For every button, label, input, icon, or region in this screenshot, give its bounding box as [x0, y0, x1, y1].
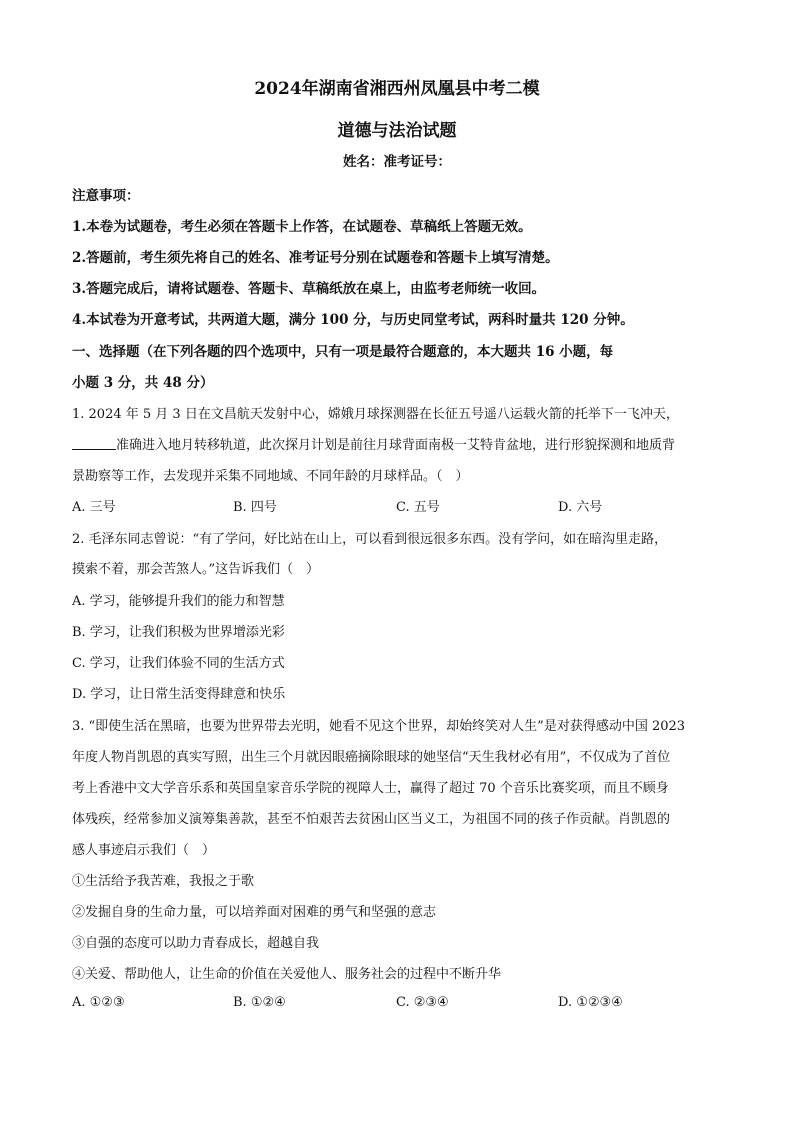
q1-stem-line: 景勘察等工作，去发现并采集不同地域、不同年龄的月球样品。（ ）: [72, 469, 469, 484]
exam-subtitle: 道德与法治试题: [337, 121, 457, 141]
q3-option-b: B. ①②④: [233, 995, 286, 1010]
q3-statement-1: ①生活给予我苦难，我报之于歌: [72, 874, 255, 889]
q2-option-d: D. 学习，让日常生活变得肆意和快乐: [72, 687, 286, 702]
q3-stem-line: 感人事迹启示我们（ ）: [72, 843, 216, 858]
q2-stem-line: 摸索不着，那会苦煞人。”这告诉我们（ ）: [72, 562, 320, 577]
q1-option-d: D. 六号: [558, 500, 603, 515]
q1-stem: 1. 2024 年 5 月 3 日在文昌航天发射中心，嫦娥月球探测器在长征五号遥八运载火箭的托举下一飞冲天，: [72, 407, 679, 422]
exam-title: 2024年湖南省湘西州凤凰县中考二模: [254, 79, 540, 99]
q3-stem: 3. “即使生活在黑暗，也要为世界带去光明，她看不见这个世界，却始终笑对人生”是对获得感动中国 2023: [72, 719, 686, 734]
q1-option-c: C. 五号: [396, 500, 440, 515]
q3-statement-2: ②发掘自身的生命力量，可以培养面对困难的勇气和坚强的意志: [72, 905, 437, 920]
notice-heading: 注意事项：: [72, 188, 140, 204]
q3-stem-line: 年度人物肖凯恩的真实写照，出生三个月就因眼癌摘除眼球的她坚信“天生我材必有用”，不仅成为了首位: [72, 750, 671, 765]
notice-item: 2.答题前，考生须先将自己的姓名、准考证号分别在试题卷和答题卡上填写清楚。: [72, 250, 559, 266]
q2-option-a: A. 学习，能够提升我们的能力和智慧: [72, 594, 285, 609]
section-heading: 一、选择题（在下列各题的四个选项中，只有一项是最符合题意的，本大题共 16 小题，每: [72, 344, 614, 360]
q2-stem: 2. 毛泽东同志曾说：“有了学问，好比站在山上，可以看到很远很多东西。没有学问，如在暗沟里走路，: [72, 532, 668, 547]
q1-option-b: B. 四号: [233, 500, 277, 515]
answer-blank: [72, 437, 116, 450]
notice-item: 4.本试卷为开意考试，共两道大题，满分 100 分，与历史同堂考试，两科时量共 120 分钟。: [72, 312, 634, 328]
q3-option-d: D. ①②③④: [558, 995, 623, 1010]
q3-stem-line: 体残疾，经常参加义演筹集善款，甚至不怕艰苦去贫困山区当义工，为祖国不同的孩子作贡献。肖凯恩的: [72, 812, 671, 827]
q3-stem-line: 考上香港中文大学音乐系和英国皇家音乐学院的视障人士，赢得了超过 70 个音乐比赛奖项，而且不顾身: [72, 781, 669, 796]
q3-option-c: C. ②③④: [396, 995, 449, 1010]
name-line: 姓名：准考证号：: [343, 154, 451, 170]
section-heading-cont: 小题 3 分，共 48 分）: [72, 375, 214, 391]
q3-statement-4: ④关爱、帮助他人，让生命的价值在关爱他人、服务社会的过程中不断升华: [72, 967, 502, 982]
q1-option-a: A. 三号: [72, 500, 116, 515]
notice-item: 1.本卷为试题卷，考生必须在答题卡上作答，在试题卷、草稿纸上答题无效。: [72, 219, 532, 235]
q2-option-c: C. 学习，让我们体验不同的生活方式: [72, 656, 285, 671]
q3-statement-3: ③自强的态度可以助力青春成长，超越自我: [72, 936, 320, 951]
q2-option-b: B. 学习，让我们积极为世界增添光彩: [72, 625, 285, 640]
q3-option-a: A. ①②③: [72, 995, 125, 1010]
notice-item: 3.答题完成后，请将试题卷、答题卡、草稿纸放在桌上，由监考老师统一收回。: [72, 281, 546, 297]
q1-stem-line: 准确进入地月转移轨道，此次探月计划是前往月球背面南极一艾特肯盆地，进行形貌探测和地质背: [72, 434, 732, 453]
